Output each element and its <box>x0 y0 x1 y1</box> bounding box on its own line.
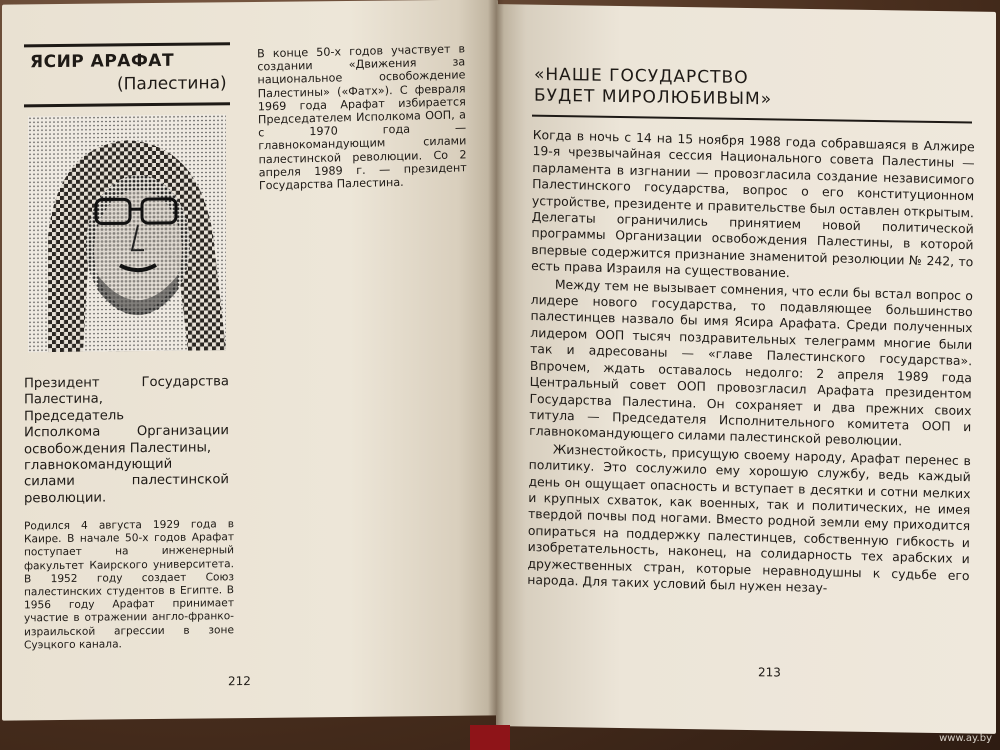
page-number-right: 213 <box>758 665 781 680</box>
left-page <box>2 0 498 721</box>
article-paragraph: Жизнестойкость, присущую своему народу, Арафат перенес в политику. Это сослужило ему хорошую службу, ведь каждый день он ощущает опасность и вступает в десятки и сотни мелких и крупных схваток, как военных, так и политических, не имея твердой почвы под ногами. Вместо родной земли ему приходится опираться на поддержку палестинцев, собственную гибкость и изобретательность, наконец, на солидарность тех арабских и дружественных стран, которые неравнодушны к судьбе его народа. Для таких условий был нужен незау- <box>527 441 971 596</box>
book-cover-edge <box>470 725 510 750</box>
title-line: главнокомандующий <box>24 456 173 474</box>
page-number-left: 212 <box>228 673 251 689</box>
title-line: Исполкома Организации освобождения Палестины, <box>24 423 229 457</box>
article-paragraph: Когда в ночь с 14 на 15 ноября 1988 года собравшаяся в Алжире 19-я чрезвычайная сессия Национального совета Палестины — парламента в изгнании — провозгласила создание независимого Палестинского государства, вопрос о его конституционном устройстве, президенте и правительстве был оставлен открытым. Делегаты ограничились принятием новой политической программы Организации освобождения Палестины, в которой впервые содержится признание знаменитой резолюции № 242, то есть права Израиля на существование. <box>531 126 975 281</box>
right-page <box>496 4 996 734</box>
header-rule-top <box>24 42 230 47</box>
header-rule-bottom <box>24 102 230 107</box>
article-headline <box>534 65 772 111</box>
headline-line-2: БУДЕТ МИРОЛЮБИВЫМ» <box>534 85 773 110</box>
portrait-photo <box>28 114 226 352</box>
official-titles <box>24 374 229 507</box>
biography-text: Родился 4 августа 1929 года в Каире. В начале 50-х годов Арафат поступает на инженерный факультет Каирского университета. В 1952 году создает Союз палестинских студентов в Египте. В 1956 году Арафат принимает участие в отражении англо-франко-израильской агрессии в зоне Суэцкого канала. <box>24 518 234 652</box>
watermark: www.ay.by <box>939 733 992 744</box>
title-line: Президент Государства Палестина, <box>24 374 229 408</box>
headline-rule <box>532 115 972 124</box>
bio-country: (Палестина) <box>117 73 227 95</box>
article-paragraph: Между тем не вызывает сомнения, что если бы встал вопрос о лидере нового государства, то подавляющее большинство палестинцев назвало бы имя Ясира Арафата. Среди полученных лидером ООП тысяч поздравительных телеграмм многие были так и адресованы — «главе Палестинского государства». Впрочем, ждать оставалось недолго: 2 апреля 1989 года Центральный совет ООП провозгласил Арафата президентом Государства Палестина. Он сохраняет и два прежних своих титула — Председателя Исполнительного комитета ООП и главнокомандующего силами палестинской революции. <box>529 276 973 449</box>
intro-text: В конце 50-х годов участвует в создании «Движения за национальное освобождение Палестины» («Фатх»). С февраля 1969 года Арафат избирается Председателем Исполкома ООП, а с 1970 года — главнокомандующим силами палестинской революции. Со 2 апреля 1989 г. — президент Государства Палестина. <box>256 42 467 193</box>
headline-line-1: «НАШЕ ГОСУДАРСТВО <box>534 64 749 89</box>
title-line: Председатель <box>24 408 125 425</box>
book-spine <box>488 0 504 750</box>
title-line: силами палестинской революции. <box>24 472 229 507</box>
article-body <box>527 127 975 602</box>
bio-name: ЯСИР АРАФАТ <box>30 50 175 73</box>
